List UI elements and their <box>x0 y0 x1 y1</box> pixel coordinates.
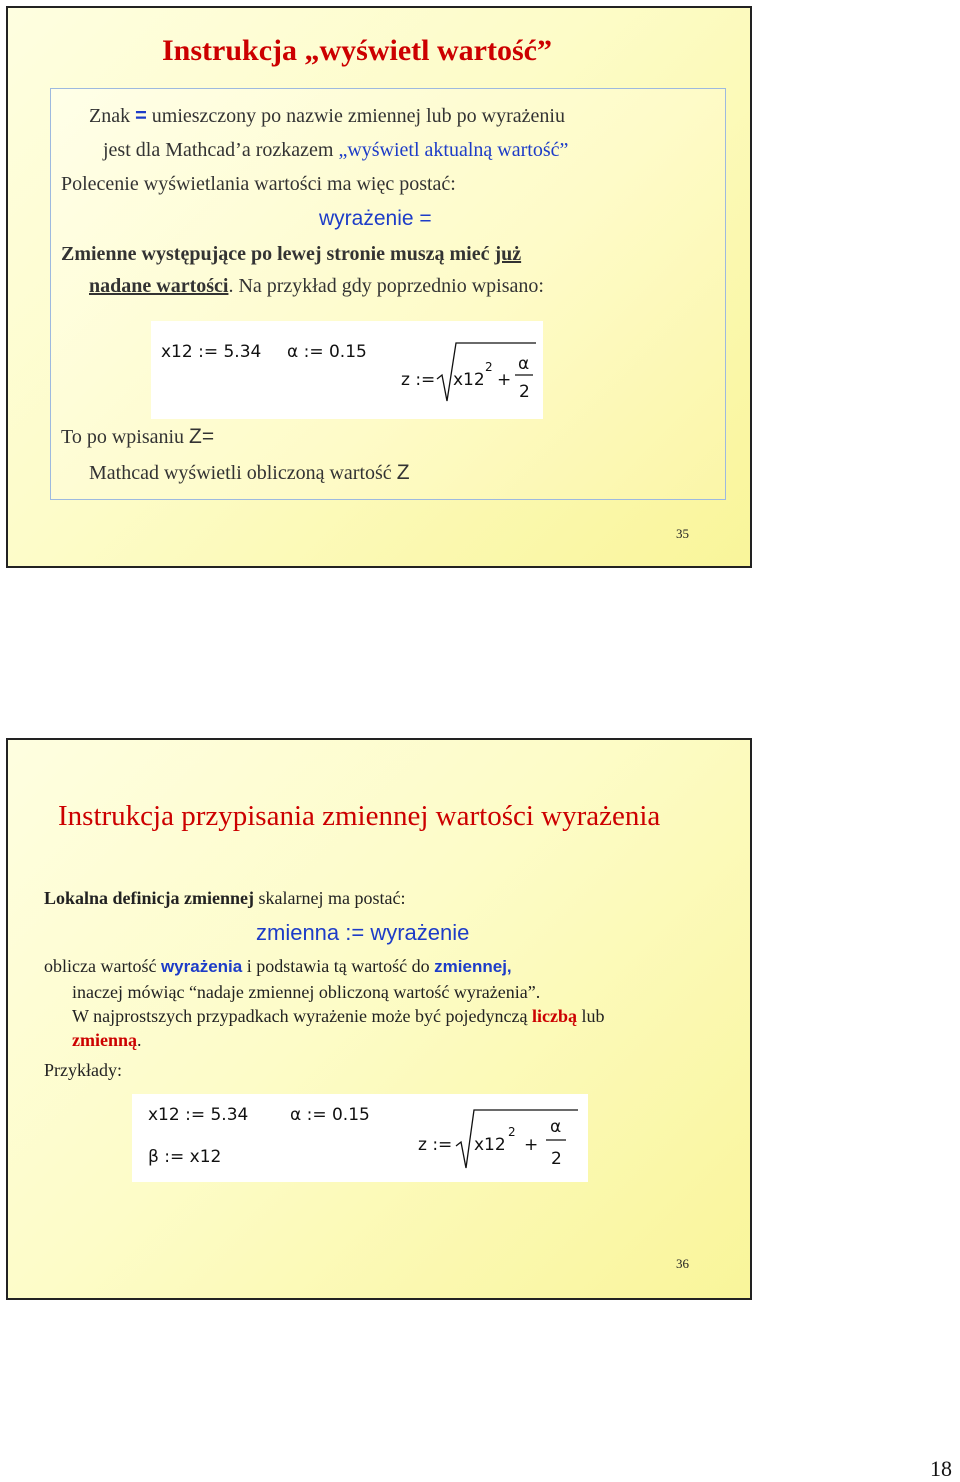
plus-sign: + <box>524 1135 539 1155</box>
text-line: jest dla Mathcad’a rozkazem „wyświetl aktualną wartość” <box>103 139 569 161</box>
z-label: z := <box>401 370 436 390</box>
math-svg <box>151 321 543 419</box>
x12-term: x12 <box>474 1135 506 1155</box>
assign-alpha: α := 0.15 <box>287 342 367 362</box>
plus-sign: + <box>497 370 512 390</box>
math-svg <box>132 1094 588 1182</box>
text-line: To po wpisaniu Z= <box>61 425 215 448</box>
x12-term: x12 <box>453 370 485 390</box>
assign-x12: x12 := 5.34 <box>161 342 262 362</box>
slide-title: Instrukcja przypisania zmiennej wartości wyrażenia <box>58 800 661 832</box>
text-line: Zmienne występujące po lewej stronie muszą mieć już <box>61 243 522 265</box>
text-line: Polecenie wyświetlania wartości ma więc postać: <box>61 173 456 195</box>
exponent: 2 <box>508 1125 516 1139</box>
denominator: 2 <box>551 1149 562 1169</box>
text-line: inaczej mówiąc “nadaje zmiennej obliczoną wartość wyrażenia”. <box>72 982 541 1002</box>
text-line: zmienną. <box>72 1030 142 1050</box>
content-box <box>50 88 726 500</box>
assign-x12: x12 := 5.34 <box>148 1105 249 1125</box>
mathcad-example <box>151 321 543 419</box>
text-line: W najprostszych przypadkach wyrażenie może być pojedynczą liczbą lub <box>72 1006 605 1026</box>
page-number: 18 <box>930 1456 952 1481</box>
assign-beta: β := x12 <box>148 1147 222 1167</box>
slide-35 <box>6 6 752 568</box>
text-line: Znak = umieszczony po nazwie zmiennej lub po wyrażeniu <box>89 105 565 127</box>
text-line: Przykłady: <box>44 1060 122 1080</box>
assign-alpha: α := 0.15 <box>290 1105 370 1125</box>
slide-title: Instrukcja „wyświetl wartość” <box>162 34 552 67</box>
text-line: oblicza wartość wyrażenia i podstawia tą wartość do zmiennej, <box>44 956 512 976</box>
slide-number: 36 <box>676 1256 689 1271</box>
slide-36 <box>6 738 752 1300</box>
slide-number: 35 <box>676 526 689 541</box>
alpha-numerator: α <box>550 1117 562 1137</box>
mathcad-example <box>132 1094 588 1182</box>
exponent: 2 <box>485 360 493 374</box>
display-formula: zmienna := wyrażenie <box>256 920 470 945</box>
alpha-numerator: α <box>518 354 530 374</box>
text-line: Lokalna definicja zmiennej skalarnej ma postać: <box>44 888 406 908</box>
z-label: z := <box>418 1135 453 1155</box>
text-line: Mathcad wyświetli obliczoną wartość Z <box>89 461 410 484</box>
denominator: 2 <box>519 382 530 402</box>
display-formula: wyrażenie = <box>319 207 432 230</box>
text-line: nadane wartości. Na przykład gdy poprzednio wpisano: <box>89 275 544 297</box>
